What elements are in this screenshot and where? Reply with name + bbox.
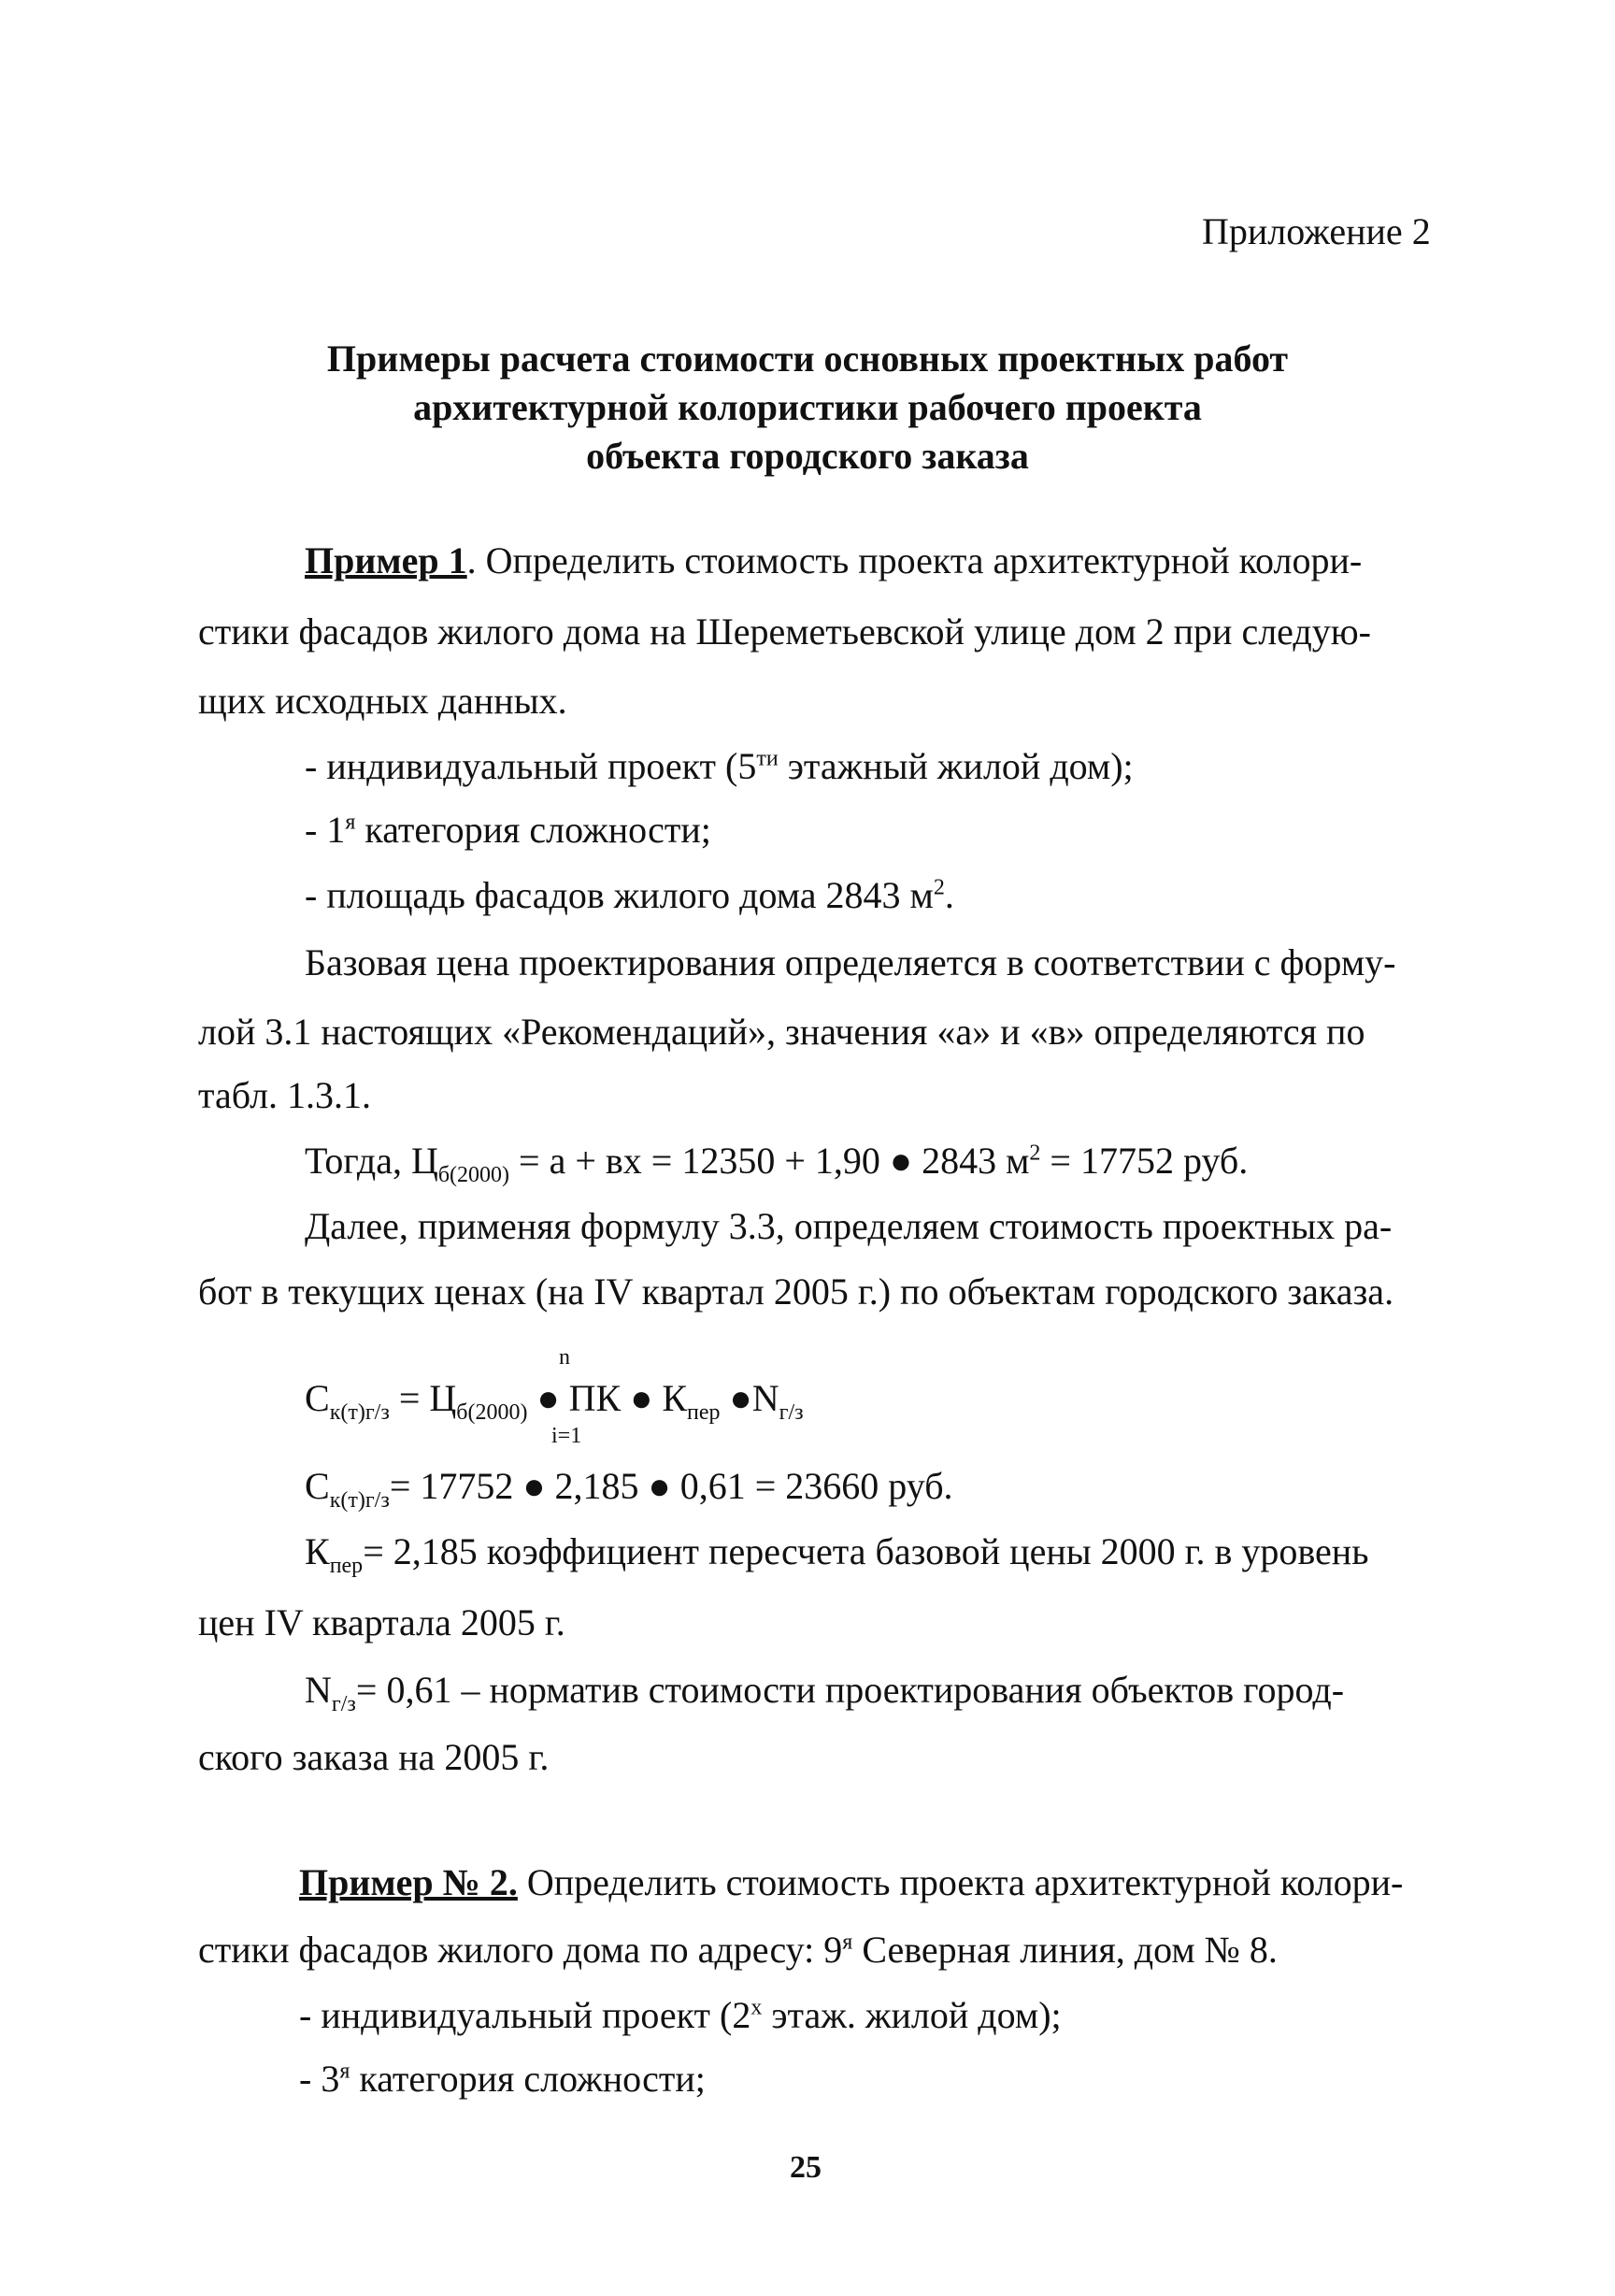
paragraph-line: бот в текущих ценах (на IV квартал 2005 г.) по объектам городского заказа.	[198, 1270, 1394, 1313]
superscript: ти	[756, 746, 779, 771]
superscript: я	[339, 2059, 350, 2084]
text: N	[305, 1669, 332, 1711]
coefficient-definition	[305, 1530, 1369, 1578]
text: - индивидуальный проект (5	[305, 745, 757, 787]
subscript: г/з	[779, 1400, 804, 1425]
text: С	[305, 1465, 330, 1507]
text: Тогда, Ц	[305, 1140, 438, 1182]
paragraph-line: Базовая цена проектирования определяется в соответствии с форму-	[305, 941, 1396, 983]
example1-intro-text: . Определить стоимость проекта архитектурной колори-	[466, 539, 1363, 581]
title-line-3: объекта городского заказа	[586, 435, 1029, 477]
superscript: я	[345, 810, 356, 835]
paragraph-line: Далее, применяя формулу 3.3, определяем стоимость проектных ра-	[305, 1205, 1393, 1247]
paragraph-line	[198, 1931, 1278, 1969]
text: К	[305, 1530, 330, 1572]
sum-lower-limit: i=1	[551, 1424, 582, 1448]
sum-upper-limit: n	[559, 1345, 570, 1370]
superscript: 2	[1029, 1141, 1041, 1166]
subscript: к(т)г/з	[329, 1488, 390, 1513]
paragraph-line: цен IV квартала 2005 г.	[198, 1601, 565, 1643]
text: .	[944, 874, 954, 916]
subscript: б(2000)	[456, 1400, 528, 1425]
paragraph-line: табл. 1.3.1.	[198, 1074, 372, 1116]
cost-formula	[305, 1377, 804, 1425]
subscript: б(2000)	[437, 1163, 510, 1187]
text: = 2,185 коэффициент пересчета базовой цены 2000 г. в уровень	[363, 1530, 1369, 1572]
example1-label: Пример 1	[305, 539, 467, 581]
subscript: пер	[329, 1554, 364, 1578]
list-item	[305, 745, 1134, 787]
superscript: х	[750, 1995, 763, 2020]
text: - индивидуальный проект (2	[299, 1994, 751, 2036]
list-item	[299, 2060, 706, 2098]
text: = а + вх = 12350 + 1,90 ● 2843 м	[509, 1140, 1030, 1182]
text: этаж. жилой дом);	[762, 1994, 1062, 2036]
appendix-label: Приложение 2	[1202, 210, 1431, 252]
norm-definition	[305, 1669, 1345, 1716]
paragraph-line: щих исходных данных.	[198, 680, 567, 722]
list-item	[305, 874, 954, 916]
text: Северная линия, дом № 8.	[852, 1929, 1278, 1971]
title-line-1: Примеры расчета стоимости основных проектных работ	[326, 337, 1289, 380]
text: категория сложности;	[355, 809, 711, 851]
text: = 17752 руб.	[1040, 1140, 1249, 1182]
text: ● ПК ● К	[527, 1377, 688, 1419]
text: - 1	[305, 809, 346, 851]
text: стики фасадов жилого дома по адресу: 9	[198, 1929, 843, 1971]
example2-intro	[299, 1861, 1404, 1903]
title-line-2: архитектурной колористики рабочего проекта	[413, 386, 1202, 428]
text: = 17752 ● 2,185 ● 0,61 = 23660 руб.	[389, 1465, 953, 1507]
list-item	[299, 1994, 1062, 2036]
subscript: г/з	[331, 1692, 356, 1716]
text: категория сложности;	[350, 2058, 706, 2100]
subscript: к(т)г/з	[329, 1400, 390, 1425]
example1-intro	[305, 539, 1363, 581]
text: - 3	[299, 2058, 340, 2100]
text: = Ц	[389, 1377, 457, 1419]
list-item	[305, 811, 711, 849]
superscript: я	[842, 1930, 853, 1955]
paragraph-line: стики фасадов жилого дома на Шереметьевской улице дом 2 при следую-	[198, 610, 1371, 653]
base-price-formula	[305, 1140, 1249, 1187]
superscript: 2	[933, 875, 945, 900]
example2-label: Пример № 2.	[299, 1861, 518, 1903]
paragraph-line: ского заказа на 2005 г.	[198, 1736, 550, 1778]
text: С	[305, 1377, 330, 1419]
cost-calculation	[305, 1465, 953, 1513]
text: - площадь фасадов жилого дома 2843 м	[305, 874, 934, 916]
paragraph-line: лой 3.1 настоящих «Рекомендаций», значения «а» и «в» определяются по	[198, 1011, 1365, 1053]
example2-intro-text: Определить стоимость проекта архитектурной колори-	[517, 1861, 1404, 1903]
subscript: пер	[687, 1400, 721, 1425]
text: этажный жилой дом);	[778, 745, 1134, 787]
page-number: 25	[790, 2150, 822, 2185]
text: = 0,61 – норматив стоимости проектирования объектов город-	[355, 1669, 1345, 1711]
text: ●N	[720, 1377, 779, 1419]
